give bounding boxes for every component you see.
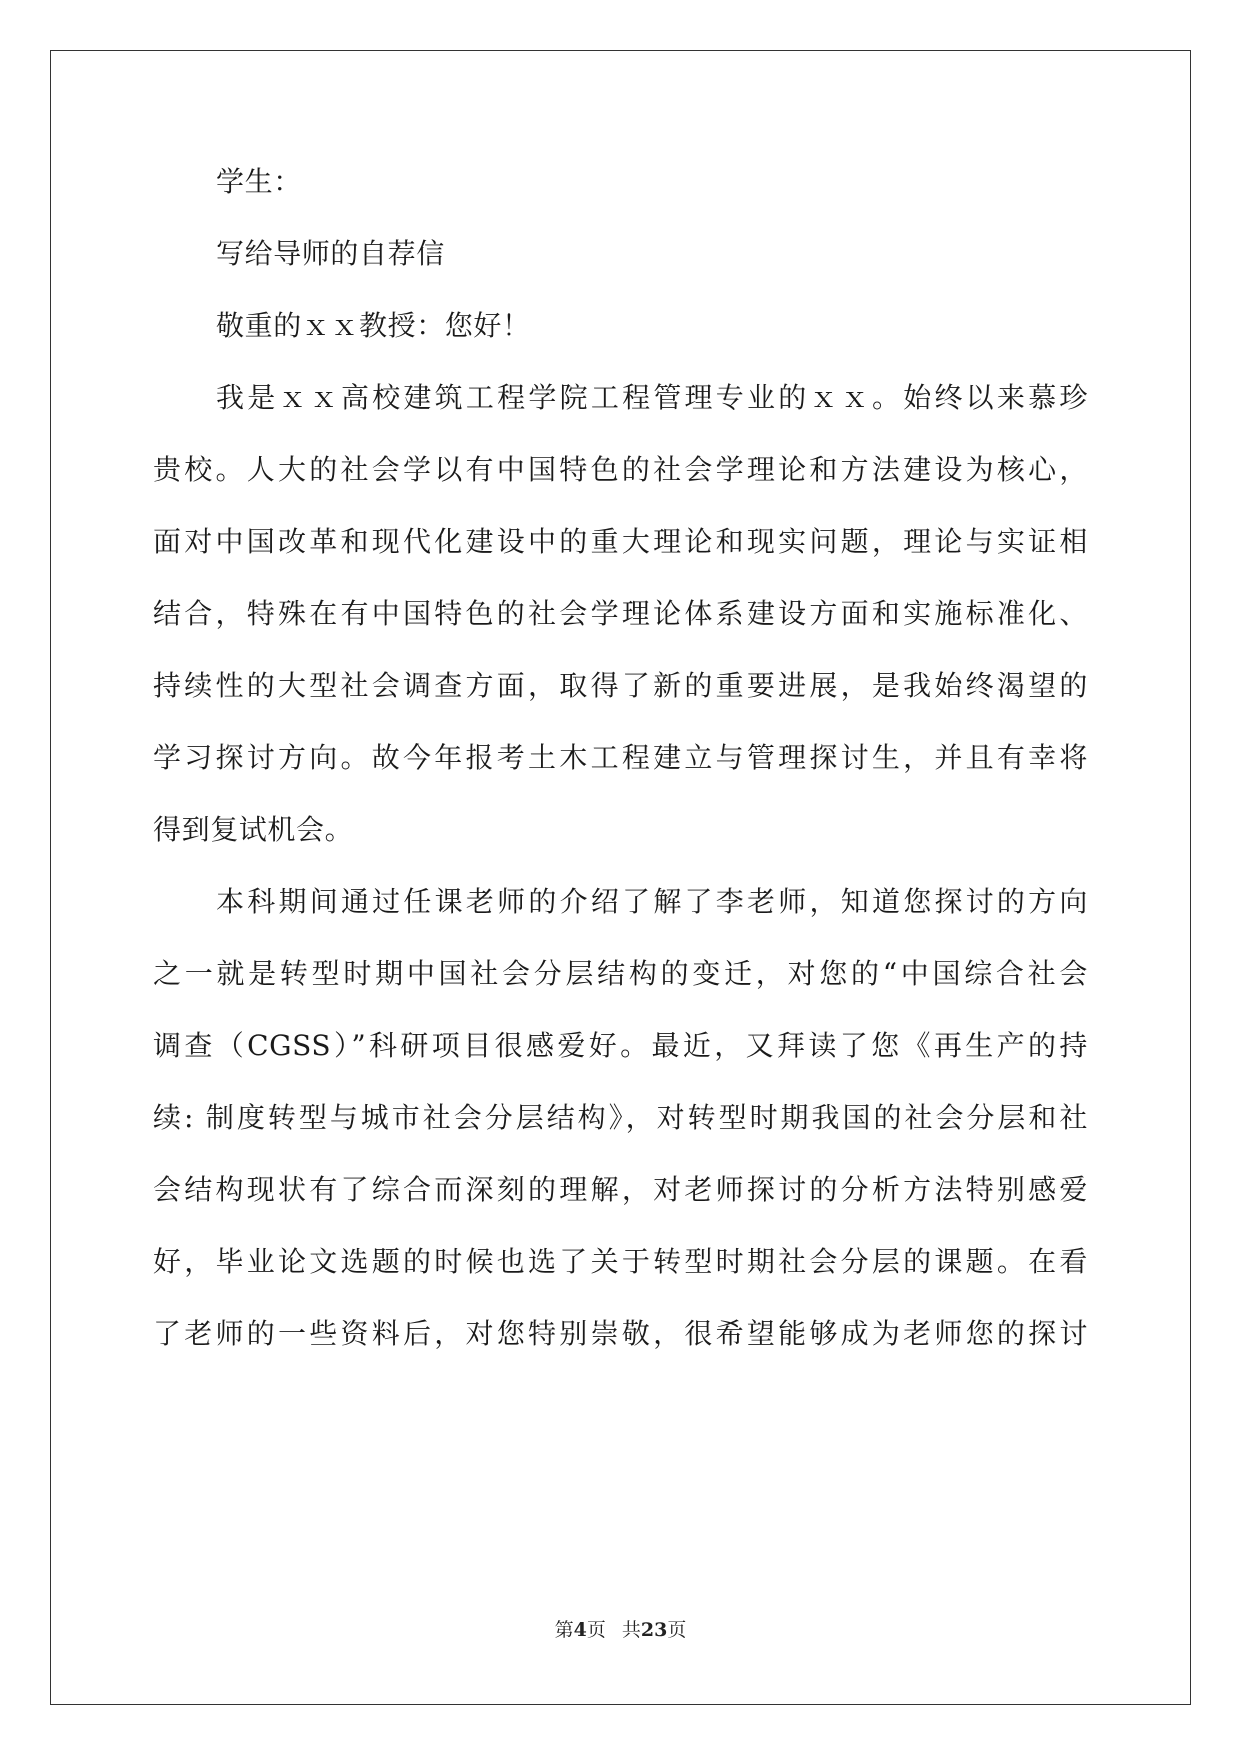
paragraph-2-line-5: 会结构现状有了综合而深刻的理解，对老师探讨的分析方法特别感爱 [153,1173,1088,1206]
paragraph-1-line-1: 我是ｘｘ高校建筑工程学院工程管理专业的ｘｘ。始终以来慕珍 [216,381,1088,414]
paragraph-1-line-3: 面对中国改革和现代化建设中的重大理论和现实问题，理论与实证相 [153,525,1088,558]
total-suffix: 页 [667,1619,687,1641]
paragraph-2-line-4: 续: 制度转型与城市社会分层结构》，对转型时期我国的社会分层和社 [153,1101,1088,1134]
page-prefix: 第 [554,1619,574,1641]
page-footer [0,1615,1241,1642]
paragraph-2-line-7: 了老师的一些资料后，对您特别崇敬，很希望能够成为老师您的探讨 [153,1317,1088,1350]
paragraph-1-line-5: 持续性的大型社会调查方面，取得了新的重要进展，是我始终渴望的 [153,669,1088,702]
paragraph-1-line-7: 得到复试机会。 [153,813,354,846]
greeting-line: 敬重的ｘｘ教授：您好！ [216,309,531,342]
salutation-student: 学生： [216,165,302,198]
letter-title: 写给导师的自荐信 [216,237,445,270]
paragraph-1-line-2: 贵校。人大的社会学以有中国特色的社会学理论和方法建设为核心， [153,453,1088,486]
paragraph-2-line-3: 调查（CGSS）”科研项目很感爱好。最近，又拜读了您《再生产的持 [153,1029,1088,1062]
page-border [50,50,1191,1705]
paragraph-2-line-6: 好，毕业论文选题的时候也选了关于转型时期社会分层的课题。在看 [153,1245,1088,1278]
paragraph-1-line-4: 结合，特殊在有中国特色的社会学理论体系建设方面和实施标准化、 [153,597,1088,630]
total-prefix: 共 [621,1619,641,1641]
paragraph-2-line-1: 本科期间通过任课老师的介绍了解了李老师，知道您探讨的方向 [216,885,1088,918]
paragraph-2-line-2: 之一就是转型时期中国社会分层结构的变迁，对您的“中国综合社会 [153,957,1088,990]
page-number: 4 [573,1619,587,1641]
total-pages: 23 [640,1619,668,1641]
paragraph-1-line-6: 学习探讨方向。故今年报考土木工程建立与管理探讨生，并且有幸将 [153,741,1088,774]
page-suffix: 页 [586,1619,606,1641]
